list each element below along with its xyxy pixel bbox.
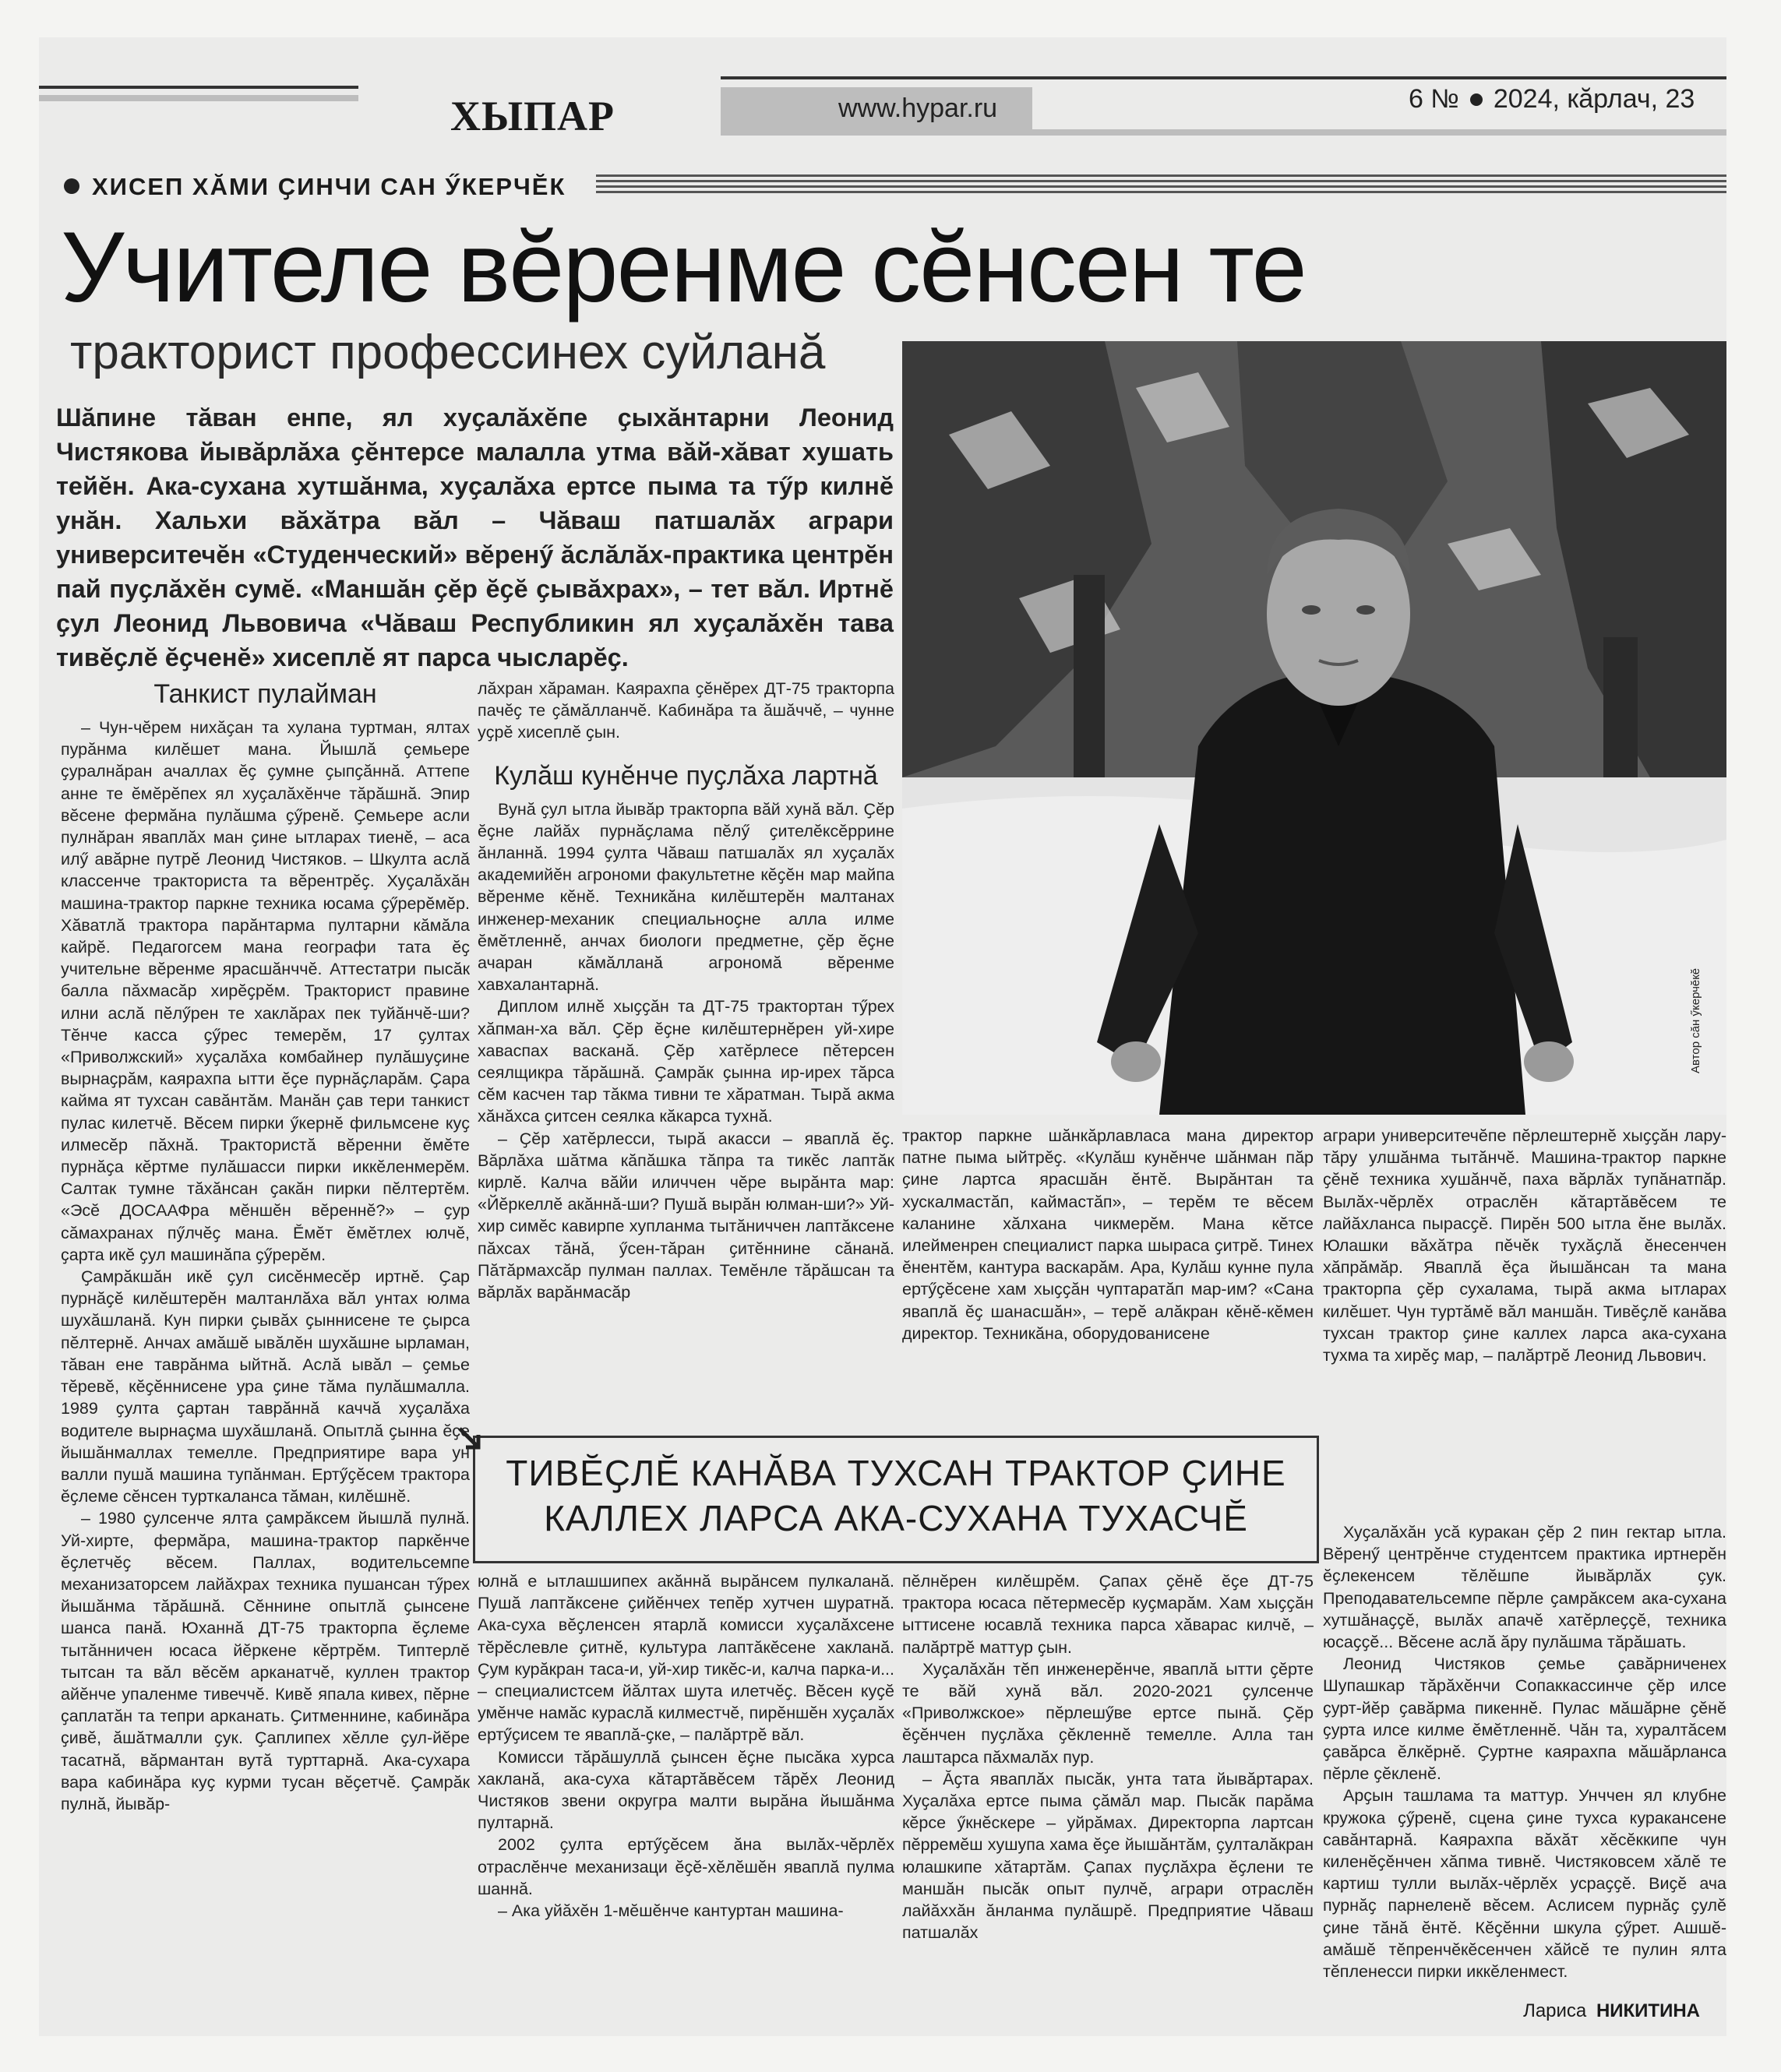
- arrow-icon: [455, 1424, 486, 1455]
- author-first-name: Лариса: [1523, 2000, 1587, 2021]
- column-2-bottom: [478, 1570, 894, 2036]
- paragraph: Вунӑ ҫул ытла йывӑр тракторпа вӑй хунӑ вӑл. Ҫӗр ӗҫне лайӑх пурнӑҫлама пӗлӳ ҫителӗксӗррине ӑнланнӑ. 1994 ҫулта Чӑваш патшалӑх ял хуҫалӑх академийӗн агрономи факультетне кӗҫӗн мар майпа вӗренме кӗнӗ. Техникӑна килӗштерӗн малтанах инженер-механик специальноҫне алла илме ӗмӗтленнӗ, анчах биологи предметне, ҫӗр ӗҫне ачаран кӑмӑлланӑ агрономӑ вӗренме хавхалантарнӑ.: [478, 799, 894, 995]
- issue-info: [1409, 84, 1695, 115]
- column-3-bottom: [902, 1570, 1314, 2036]
- kicker-rule: [596, 173, 1726, 193]
- paragraph: – Ҫӗр хатӗрлесси, тырӑ акасси – яваплӑ ӗҫ. Вӑрлӑха шӑтма кӑпӑшка тӑпра та тикӗс лаптӑк кирлӗ. Калча вӑйи иличчен чӗре вырӑнта мар: «Йӗркеллӗ акӑннӑ-ши? Пушӑ вырӑн юлман-ши?» Уй-хир симӗс кавирпе хупланма тытӑниччен лаптӑксене пӑхсах тӑнӑ, ӳсен-тӑран ҫитӗннине сӑнанӑ. Пӑтӑрмахсӑр пулман паллах. Темӗнле тӑрӑшсан та вӑрлӑх варӑнмасӑр: [478, 1129, 894, 1302]
- paragraph: трактор паркне шӑнкӑрлавласа мана директор патне пыма ыйтрӗҫ. «Кулӑш кунӗнче шӑнман пӑр ҫине лартса ярасшӑн ӗнтӗ. Вырӑнтан та хускалмастӑп, каймастӑп», – терӗм те вӗсем каланине хӑлхана чикмерӗм. Мана кӗтсе илейменрен специалист парка шыраса ҫитрӗ. Тинех ӗнентӗм, кантура васкарӑм. Ара, Кулӑш кунне пула ертӳҫӗсене хам хыҫҫӑн чуптаратӑп мар-им? «Сана яваплӑ ӗҫ шанасшӑн», – терӗ алӑкран кӗнӗ-кӗмен директор. Техникӑна, оборудованисене: [902, 1126, 1314, 1343]
- photo-illustration: [902, 341, 1726, 1115]
- issue-number: 6 №: [1409, 84, 1459, 114]
- pull-quote-line-2: КАЛЛЕХ ЛАРСА АКА-СУХАНА ТУХАСЧӖ: [544, 1498, 1248, 1538]
- paragraph: лӑхран хӑраман. Каярахпа ҫӗнӗрех ДТ-75 тракторпа пачӗҫ те ҫӑмӑлланчӗ. Кабинӑра та ӑшӑччӗ, – чунне уҫрӗ хисеплӗ ҫын.: [478, 679, 894, 742]
- pull-quote-line-1: ТИВӖҪЛӖ КАНӐВА ТУХСАН ТРАКТОР ҪИНЕ: [506, 1453, 1286, 1493]
- header-rule-left: [39, 86, 358, 89]
- author-last-name: НИКИТИНА: [1596, 2000, 1700, 2021]
- article-photo: [902, 341, 1726, 1115]
- article-lead: Шӑпине тӑван енпе, ял хуҫалӑхӗпе ҫыхӑнтарни Леонид Чистякова йывӑрлӑха ҫӗнтерсе малалла утма вӑй-хӑват хушать тейӗн. Ака-сухана хутшӑнма, хуҫалӑха ертсе пыма та тӳр килнӗ унӑн. Хальхи вӑхӑтра вӑл – Чӑваш патшалӑх аграри университечӗн «Студенческий» вӗренӳ ӑслӑлӑх-практика центрӗн пай пуҫлӑхӗн сумӗ. «Маншӑн ҫӗр ӗҫӗ ҫывӑхрах», – тет вӑл. Иртнӗ ҫул Леонид Львовича «Чӑваш Республикин ял хуҫалӑхӗн тава тивӗҫлӗ ӗҫченӗ» хисеплӗ ят парса чысларӗҫ.: [56, 403, 894, 671]
- masthead: ХЫПАР: [450, 93, 615, 139]
- paragraph: – 1980 ҫулсенче ялта ҫамрӑксем йышлӑ пулнӑ. Уй-хирте, фермӑра, машина-трактор паркӗнче ӗҫлетчӗҫ вӗсем. Паллах, водительсемпе механизаторсем лайӑхрах техника пушансан тӳрех йышӑнма тӑрӑшнӑ. Сӗннине опытлӑ ҫынсене шанса панӑ. Юханнӑ ДТ-75 тракторпа ӗҫлеме тытӑнничен юсаса йӗркене кӗртрӗм. Типтерлӗ тытсан та вӑл вӗсӗм арканатчӗ, куллен трактор айӗнче упаленме тивеччӗ. Кивӗ япала кивех, пӗрне ҫаплатӑн та тепри арканать. Ҫитменнине, кабинӑра ҫивӗ, ӑшӑтмалли ҫук. Ҫаплипех хӗлле ҫул-йӗре тасатнӑ, вӑрмантан вутӑ турттарнӑ. Ака-сухара вара кабинӑра куҫ курми тусан вӗҫетчӗ. Ҫамрӑк пулнӑ, йывӑр-: [61, 1509, 470, 1813]
- header-gray-right: [721, 129, 1726, 136]
- header-rule-right: [721, 76, 1726, 79]
- article-subtitle: тракторист профессинех суйланӑ: [70, 326, 826, 379]
- newspaper-page: [39, 37, 1726, 2036]
- paragraph: – Ака уйӑхӗн 1-мӗшӗнче кантуртан машина-: [498, 1901, 844, 1921]
- column-2-top: [478, 678, 894, 1425]
- column-3-mid: [902, 1125, 1314, 1394]
- paragraph: юлнӑ е ытлашшипех акӑннӑ вырӑнсем пулкаланӑ. Пушӑ лаптӑксене ҫийӗнчех тепӗр хутчен шуратнӑ. Ака-суха вӗҫленсен ятарлӑ комисси хуҫалӑхсене тӗрӗслевле ҫитнӗ, культура лаптӑкӗсене хакланӑ. Ҫум курӑкран таса-и, уй-хир тикӗс-и, калча парка-и... – специалистсем йӑлтах шута илетчӗҫ. Вӗсен куҫӗ умӗнче намӑс кураслӑ килместчӗ, пирӗншӗн хуҫалӑх ертӳҫисем те яваплӑ-ҫке, – палӑртрӗ вӑл.: [478, 1572, 894, 1745]
- column-1: [61, 678, 470, 2036]
- paragraph: Арҫын ташлама та маттур. Унччен ял клубне кружока ҫӳренӗ, сцена ҫине тухса куракансене савӑнтарнӑ. Каярахпа вӑхӑт хӗсӗккипе чун киленӗҫӗнчен хӑпма тивнӗ. Чистяковсем хӑлӗ те картиш тулли вылӑх-чӗрлӗх усраҫҫӗ. Виҫӗ ача пурнӑҫ парнеленӗ вӗсем. Аслисем пурнӑҫ ҫулӗ ҫине тӑнӑ ӗнтӗ. Кӗҫӗнни шкула ҫӳрет. Ашшӗ-амӑшӗ тӗпренчӗкӗсенчен хӑйсӗ те пулин ялта тӗпленесси пирки иккӗленмест.: [1323, 1786, 1726, 1982]
- paragraph: – Чун-чӗрем нихӑҫан та хулана туртман, ялтах пурӑнма килӗшет мана. Йышлӑ ҫемьере ҫуралнӑран ачаллах ӗҫ ҫумне ҫыпҫӑннӑ. Аттепе анне те ӗмӗрӗпех ял хуҫалӑхӗнче тӑрӑшнӑ. Эпир вӗсене фермӑна пулӑшма ҫӳренӗ. Ҫемьере асли пулнӑран яваплӑх ман ҫине ытларах тиенӗ, – аса илӳ авӑрне путрӗ Леонид Чистяков. – Шкулта аслӑ классенче тракториста та вӗрентрӗҫ. Хуҫалӑхӑн машина-трактор паркне техника юсама ҫӳрерӗмӗр. Хӑватлӑ трактора парӑнтарма пултарни кӑмӑла кайрӗ. Педагогсем мана географи тата ӗҫ учительне вӗренме ярасшӑнччӗ. Аттестатри пысӑк балла пӑхмасӑр хирӗҫрӗм. Тракторист правине илни аслӑ пӗлӳрен те хаклӑрах пек туйӑнчӗ-ши? Тӗнче касса ҫӳрес темерӗм, 17 ҫултах «Приволжский» хуҫалӑха комбайнер пулӑшуҫине вырнаҫрӑм, каярахпа ытти ӗҫе пурнӑҫларӑм. Ҫара кайма ят тухсан савӑнтӑм. Манӑн ҫав тери танкист пулас килетчӗ. Вӗсем пирки ӳкернӗ фильмсене куҫ илмесӗр пӑхнӑ. Трактористӑ вӗренни ӗмӗте пурнӑҫа кӗртме пулӑшасси пирки иккӗленмерӗм. Салтак тумне тӑхӑнсан ҫакӑн пирки пӗлтертӗм. «Эсӗ ДОСААФра мӗншӗн вӗреннӗ?» – ҫур сӑмахранах пӳлчӗҫ мана. Ӗмӗт ӗмӗтлех юлчӗ, ҫарта икӗ ҫул машинӑпа ҫӳрерӗм.: [61, 718, 470, 1264]
- subheading-tankist: Танкист пулайман: [153, 679, 377, 709]
- subheading-kulash: Кулӑш кунӗнче пуҫлӑха лартнӑ: [494, 760, 878, 791]
- column-4-bottom: [1323, 1521, 1726, 1985]
- paragraph: Хуҫалӑхӑн усӑ куракан ҫӗр 2 пин гектар ытла. Вӗренӳ центрӗнче студентсем практика иртнерӗн ӗҫлекенсем тӗлӗшпе йывӑрлӑх ҫук. Преподавательсемпе пӗрле ҫамрӑксем ака-сухана хутшӑнаҫҫӗ, вылӑх апачӗ хатӗрлеҫҫӗ, техника юсаҫҫӗ... Вӗсене аслӑ ӑру пулӑшма тӑрӑшать.: [1323, 1523, 1726, 1652]
- author-signature: [1523, 2000, 1700, 2022]
- paragraph: – Ӑҫта яваплӑх пысӑк, унта тата йывӑртарах. Хуҫалӑха ертсе пыма ҫӑмӑл мар. Пысӑк парӑма кӗрсе ӳкнӗскере – уйрӑмах. Директорпа лартсан пӗрремӗш хушупа хама ӗҫе йышӑнтӑм, ҫулталӑкран юлашкипе хӑтартӑм. Ҫапах пуҫлӑхра ӗҫлени те маншӑн пысӑк опыт пулчӗ, аграри отраслӗн лайӑххӑн ӑнланма пулӑшрӗ. Предприятие Чӑваш патшалӑх: [902, 1769, 1314, 1943]
- column-4-top: [1323, 1125, 1726, 1514]
- paragraph: пӗлнӗрен килӗшрӗм. Ҫапах ҫӗнӗ ӗҫе ДТ-75 трактора юсаса пӗтермесӗр куҫмарӑм. Хам хыҫҫӑн ыттисене юсавлӑ техника парса хӑварас килчӗ, – палӑртрӗ маттур ҫын.: [902, 1572, 1314, 1657]
- paragraph: Ҫамрӑкшӑн икӗ ҫул сисӗнмесӗр иртнӗ. Ҫар пурнӑҫӗ килӗштерӗн малтанлӑха вӑл унтах юлма шухӑшланӑ. Кун пирки ҫывӑх ҫыннисене те ҫырса пӗлтернӗ. Анчах амӑшӗ ывӑлӗн шухӑшне ырламан, тӑван ене таврӑнма ыйтнӑ. Аслӑ ывӑл – ҫемье тӗревӗ, кӗҫӗннисене ура ҫине тӑма пулӑшмалла. 1989 ҫулта ҫартан таврӑннӑ каччӑ хуҫалӑха водителе вырнаҫма шухӑшланӑ. Опытлӑ ҫынна ӗҫе йышӑнмаллах темелле. Предприятире вара ун валли пушӑ машина тупӑнман. Ертӳҫӗсем трактора ӗҫлеме сӗнсен турткаланса тӑман, килӗшнӗ.: [61, 1267, 470, 1506]
- header-gray-left: [39, 95, 358, 101]
- paragraph: аграри университечӗпе пӗрлештернӗ хыҫҫӑн лару-тӑру улшӑнма тытӑнчӗ. Машина-трактор паркне ҫӗнӗ техника хушӑнчӗ, паха вӑрлӑх тупӑнатпӑр. Вылӑх-чӗрлӗх отраслӗн кӑтартӑвӗсем те лайӑхланса пырасҫӗ. Пирӗн 500 ытла ӗне вылӑх. Юлашки вӑхӑтра пӗчӗк тухӑҫлӑ ӗнесенчен хӑпрӑмӑр. Яваплӑ ӗҫа йышӑнсан та мана тракторпа ҫӗр сухалама, тырӑ акма ытларах килӗшет. Чун туртӑмӗ вӑл маншӑн. Тивӗҫлӗ канӑва тухсан трактор ҫине каллех ларса ака-сухана тухма та хирӗҫ мар, – палӑртрӗ Леонид Львович.: [1323, 1126, 1726, 1365]
- paragraph: Диплом илнӗ хыҫҫӑн та ДТ-75 трактортан тӳрех хӑпман-ха вӑл. Ҫӗр ӗҫне килӗштернӗрен уй-хире хаваспах васканӑ. Ҫӗр хатӗрлесе пӗтерсен сеялщикра тӑрӑшнӑ. Ҫамрӑк ҫынна ир-ирех тӑрса сӗм касчен тар тӑкма тивни те хӑратман. Тырӑ акма хӑнӑхса ҫитсен сеялка кӑкарса тухнӑ.: [478, 997, 894, 1126]
- issue-date: 2024, кӑрлач, 23: [1493, 84, 1695, 114]
- article-title: Учителе вӗренме сӗнсен те: [61, 212, 1306, 323]
- website-url: www.hypar.ru: [838, 93, 998, 123]
- paragraph: Комисси тӑрӑшуллӑ ҫынсен ӗҫне пысӑка хурса хакланӑ, ака-суха кӑтартӑвӗсем тӑрӗх Леонид Чистяков звени округра малти вырӑна йышӑнма пултарнӑ.: [478, 1747, 894, 1833]
- section-kicker: ХИСЕП ХӐМИ ҪИНЧИ САН ӲКЕРЧӖК: [92, 173, 566, 200]
- paragraph: 2002 ҫулта ертӳҫӗсем ӑна вылӑх-чӗрлӗх отраслӗнче механизаци ӗҫӗ-хӗлӗшӗн яваплӑ пулма шаннӑ.: [478, 1835, 894, 1898]
- pull-quote: [473, 1436, 1319, 1563]
- bullet-icon: [64, 178, 79, 194]
- photo-credit: Автор сӑн ӳкерчӗкӗ: [1689, 967, 1702, 1073]
- bullet-icon: [1470, 93, 1483, 106]
- paragraph: Хуҫалӑхӑн тӗп инженерӗнче, яваплӑ ытти ҫӗрте те вӑй хунӑ вӑл. 2020-2021 ҫулсенче «Приволжское» пӗрлешӳве ертсе пынӑ. Ҫӗр ӗҫӗнчен пуҫлӑха ҫӗкленнӗ темелле. Алла тан лаштарса пӑхмалӑх пур.: [902, 1659, 1314, 1767]
- paragraph: Леонид Чистяков ҫемье ҫавӑрниченех Шупашкар тӑрӑхӗнчи Сопаккассинче ҫӗр илсе ҫурт-йӗр ҫавӑрма пикеннӗ. Пулас мӑшӑрне ҫӗнӗ ҫурта илсе килме ӗмӗтленнӗ. Чӑн та, хуралтӑсем ҫавӑрса ӗлкӗрнӗ. Ҫуртне каярахпа мӑшӑрланса пӗрле ҫӗкленӗ.: [1323, 1654, 1726, 1784]
